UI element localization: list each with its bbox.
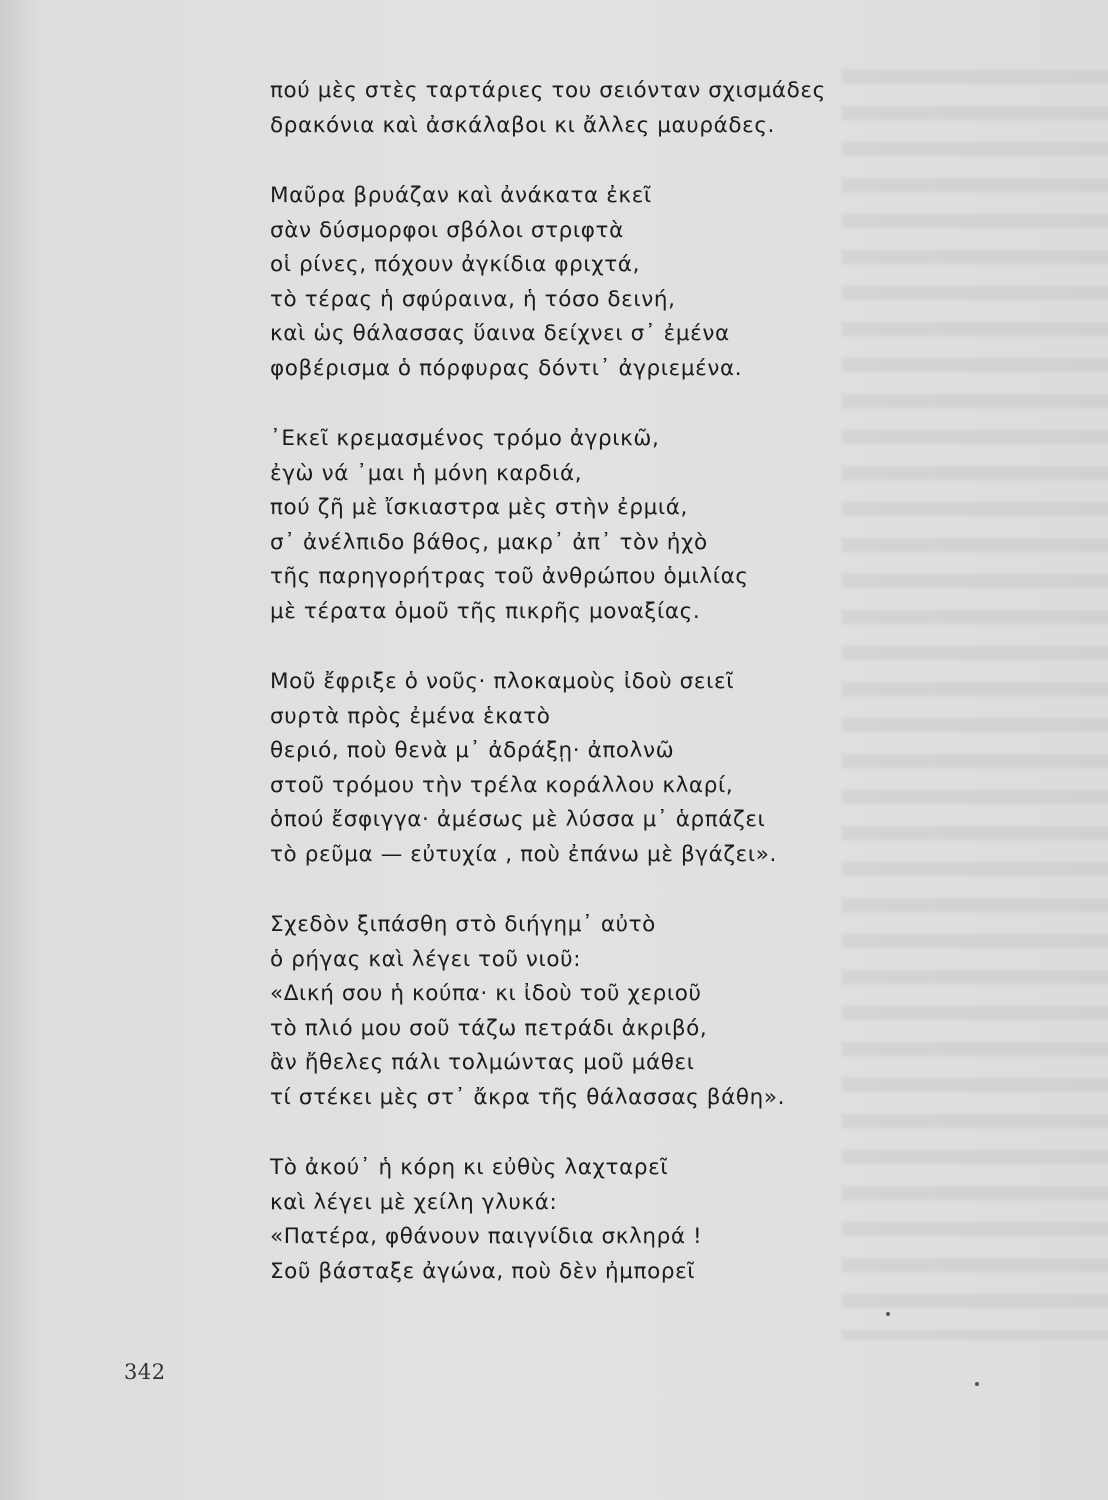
- poem-line: Σχεδὸν ξιπάσθη στὸ διήγημ᾽ αὐτὸ: [270, 912, 656, 937]
- poem-line: πού ζῆ μὲ ἴσκιαστρα μὲς στὴν ἐρμιά,: [270, 495, 688, 520]
- poem-line: φοβέρισμα ὁ πόρφυρας δόντι᾽ ἀγριεμένα.: [270, 355, 743, 381]
- stanza: [270, 665, 950, 872]
- poem-line: ἂν ἤθελες πάλι τολμώντας μοῦ μάθει: [270, 1050, 695, 1075]
- poem-line: μὲ τέρατα ὁμοῦ τῆς πικρῆς μοναξίας.: [270, 598, 701, 624]
- poem-line: «Δική σου ἡ κούπα· κι ἰδοὺ τοῦ χεριοῦ: [270, 981, 702, 1006]
- poem-line: καὶ ὡς θάλασσας ὕαινα δείχνει σ᾽ ἐμένα: [270, 321, 730, 346]
- ink-speck: [975, 1382, 979, 1386]
- page-number: 342: [124, 1360, 166, 1384]
- poem-line: τὸ πλιό μου σοῦ τάζω πετράδι ἀκριβό,: [270, 1015, 708, 1041]
- poem-line: οἱ ρίνες, πόχουν ἀγκίδια φριχτά,: [270, 252, 641, 277]
- stanza: [270, 422, 950, 629]
- poem-line: δρακόνια καὶ ἀσκάλαβοι κι ἄλλες μαυράδες.: [270, 112, 775, 138]
- stanza: [270, 1151, 950, 1289]
- poem-line: τὸ ρεῦμα — εὐτυχία , ποὺ ἐπάνω μὲ βγάζει».: [270, 841, 777, 867]
- poem-line: ὁπού ἔσφιγγα· ἀμέσως μὲ λύσσα μ᾽ ἁρπάζει: [270, 807, 766, 832]
- ink-speck: [886, 1312, 890, 1316]
- poem-line: ᾽Εκεῖ κρεμασμένος τρόμο ἀγρικῶ,: [270, 426, 660, 451]
- poem-line: «Πατέρα, φθάνουν παιγνίδια σκληρά !: [270, 1224, 703, 1249]
- poem-line: Σοῦ βάσταξε ἀγώνα, ποὺ δὲν ἠμπορεῖ: [270, 1258, 696, 1284]
- poem-line: ὁ ρήγας καὶ λέγει τοῦ νιοῦ:: [270, 946, 582, 972]
- stanza: [270, 908, 950, 1115]
- poem-line: στοῦ τρόμου τὴν τρέλα κοράλλου κλαρί,: [270, 772, 734, 798]
- poem-line: πού μὲς στὲς ταρτάριες του σειόνταν σχισμάδες: [270, 78, 826, 103]
- poem-line: σὰν δύσμορφοι σβόλοι στριφτὰ: [270, 217, 624, 243]
- poem-line: συρτὰ πρὸς ἐμένα ἑκατὸ: [270, 703, 551, 729]
- poem-line: τὸ τέρας ἡ σφύραινα, ἡ τόσο δεινή,: [270, 286, 676, 312]
- poem-line: Τὸ ἀκού᾽ ἡ κόρη κι εὐθὺς λαχταρεῖ: [270, 1155, 669, 1180]
- poem-line: σ᾽ ἀνέλπιδο βάθος, μακρ᾽ ἀπ᾽ τὸν ἠχὸ: [270, 529, 708, 555]
- poem-line: τῆς παρηγορήτρας τοῦ ἀνθρώπου ὁμιλίας: [270, 564, 749, 589]
- stanza: [270, 179, 950, 386]
- poem-line: Μαῦρα βρυάζαν καὶ ἀνάκατα ἐκεῖ: [270, 183, 652, 208]
- poem-line: καὶ λέγει μὲ χείλη γλυκά:: [270, 1189, 558, 1215]
- poem-line: Μοῦ ἔφριξε ὁ νοῦς· πλοκαμοὺς ἰδοὺ σειεῖ: [270, 669, 735, 694]
- poem-line: θεριό, ποὺ θενὰ μ᾽ ἀδράξῃ· ἀπολνῶ: [270, 738, 675, 763]
- poem-line: τί στέκει μὲς στ᾽ ἄκρα τῆς θάλασσας βάθη».: [270, 1084, 786, 1110]
- poem-line: ἐγὼ νά ᾽μαι ἡ μόνη καρδιά,: [270, 460, 583, 486]
- poem-text: [270, 74, 950, 1325]
- stanza: [270, 74, 950, 143]
